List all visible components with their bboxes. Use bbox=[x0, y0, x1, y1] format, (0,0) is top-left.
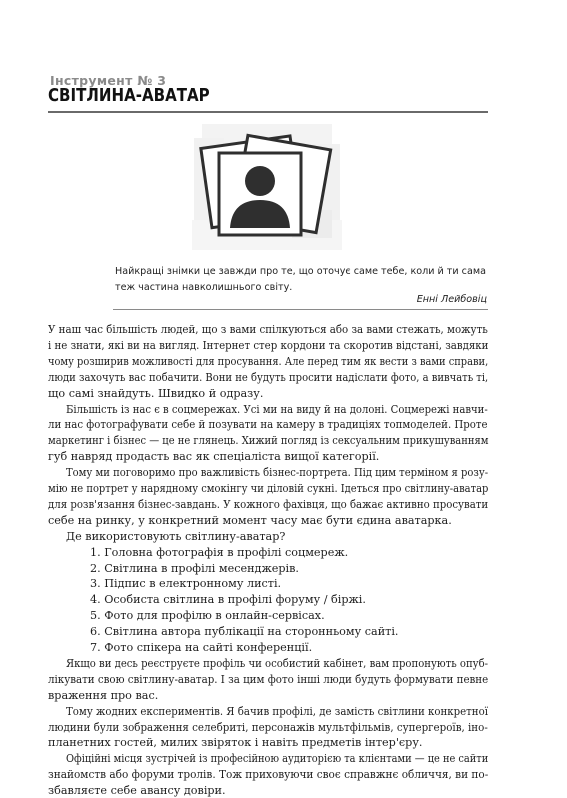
list-item: 6. Світлина автора публікації на сторонньому сайті. bbox=[90, 625, 399, 639]
body-line: збавляєте себе авансу довіри. bbox=[48, 784, 226, 798]
chapter-kicker: Інструмент № 3 bbox=[50, 73, 167, 88]
body-line: губ навряд продасть вас як спеціаліста вищої категорії. bbox=[48, 450, 380, 464]
title-rule bbox=[48, 111, 488, 113]
list-item: 1. Головна фотографія в профілі соцмереж. bbox=[90, 545, 349, 559]
body-line: чому розширив можливості для просування. Але перед тим як вести з вами справи, bbox=[48, 354, 489, 368]
body-line: Тому ми поговоримо про важливість бізнес-портрета. Під цим терміном я розу- bbox=[66, 466, 489, 480]
body-line: планетних гостей, милих звіряток і навіть предметів інтер'єру. bbox=[48, 736, 423, 750]
list-item: 3. Підпис в електронному листі. bbox=[90, 577, 282, 591]
body-line: ли нас фотографувати себе й позувати на камеру в традиціях топмоделей. Проте bbox=[48, 418, 488, 432]
illustration bbox=[192, 120, 342, 252]
epigraph-rule bbox=[113, 309, 488, 310]
body-line: лікувати свою світлину-аватар. І за цим фото інші люди будуть формувати певне bbox=[48, 672, 489, 686]
list-item: 4. Особиста світлина в профілі форуму / біржі. bbox=[90, 593, 366, 607]
body-line: мію не портрет у нарядному смокінгу чи діловій сукні. Ідеться про світлину-аватар bbox=[48, 482, 489, 495]
body-line: що самі знайдуть. Швидко й одразу. bbox=[48, 386, 264, 400]
body-line: Тому жодних експериментів. Я бачив профілі, де замість світлини конкретної bbox=[66, 704, 488, 718]
body-line: для розв'язання бізнес-завдань. У кожного фахівця, що бажає активно просувати bbox=[48, 497, 489, 511]
body-line: Якщо ви десь реєструєте профіль чи особистий кабінет, вам пропонують опуб- bbox=[66, 656, 489, 670]
profile-photo-stack-icon bbox=[192, 120, 342, 252]
list-item: 5. Фото для профілю в онлайн-сервісах. bbox=[90, 609, 325, 623]
body-line: і не знати, які ви на вигляд. Інтернет стер кордони та скоротив відстані, завдяки bbox=[48, 338, 489, 352]
epigraph-text: Найкращі знімки це завжди про те, що оточує саме тебе, коли й ти сама теж частина навколишнього світу. bbox=[115, 266, 486, 293]
body-line: людини були зображення селебриті, персонажів мультфільмів, супергероїв, іно- bbox=[48, 720, 488, 734]
body-line: У наш час більшість людей, що з вами спілкуються або за вами стежать, можуть bbox=[48, 323, 488, 336]
body-line: знайомств або форуми тролів. Тож приховуючи своє справжнє обличчя, ви по- bbox=[48, 768, 489, 782]
list-item: 2. Світлина в профілі месенджерів. bbox=[90, 561, 299, 575]
body-line: Більшість із нас є в соцмережах. Усі ми на виду й на долоні. Соцмережі навчи- bbox=[66, 402, 488, 416]
body-line: Офіційні місця зустрічей із професійною аудиторією та клієнтами — це не сайти bbox=[66, 752, 489, 766]
chapter-title: СВІТЛИНА-АВАТАР bbox=[48, 86, 210, 106]
body-line: себе на ринку, у конкретний момент часу має бути єдина аватарка. bbox=[48, 513, 452, 527]
epigraph-author: Енні Лейбовіц bbox=[416, 294, 487, 305]
body-line: маркетинг і бізнес — це не глянець. Хижий погляд із сексуальним прикушуванням bbox=[48, 434, 489, 448]
body-line: люди захочуть вас побачити. Вони не будуть просити надіслати фото, а вивчать ті, bbox=[48, 370, 489, 384]
list-item: 7. Фото спікера на сайті конференції. bbox=[90, 641, 313, 654]
body-line: враження про вас. bbox=[48, 688, 159, 702]
body-line: Де використовують світлину-аватар? bbox=[66, 529, 286, 543]
